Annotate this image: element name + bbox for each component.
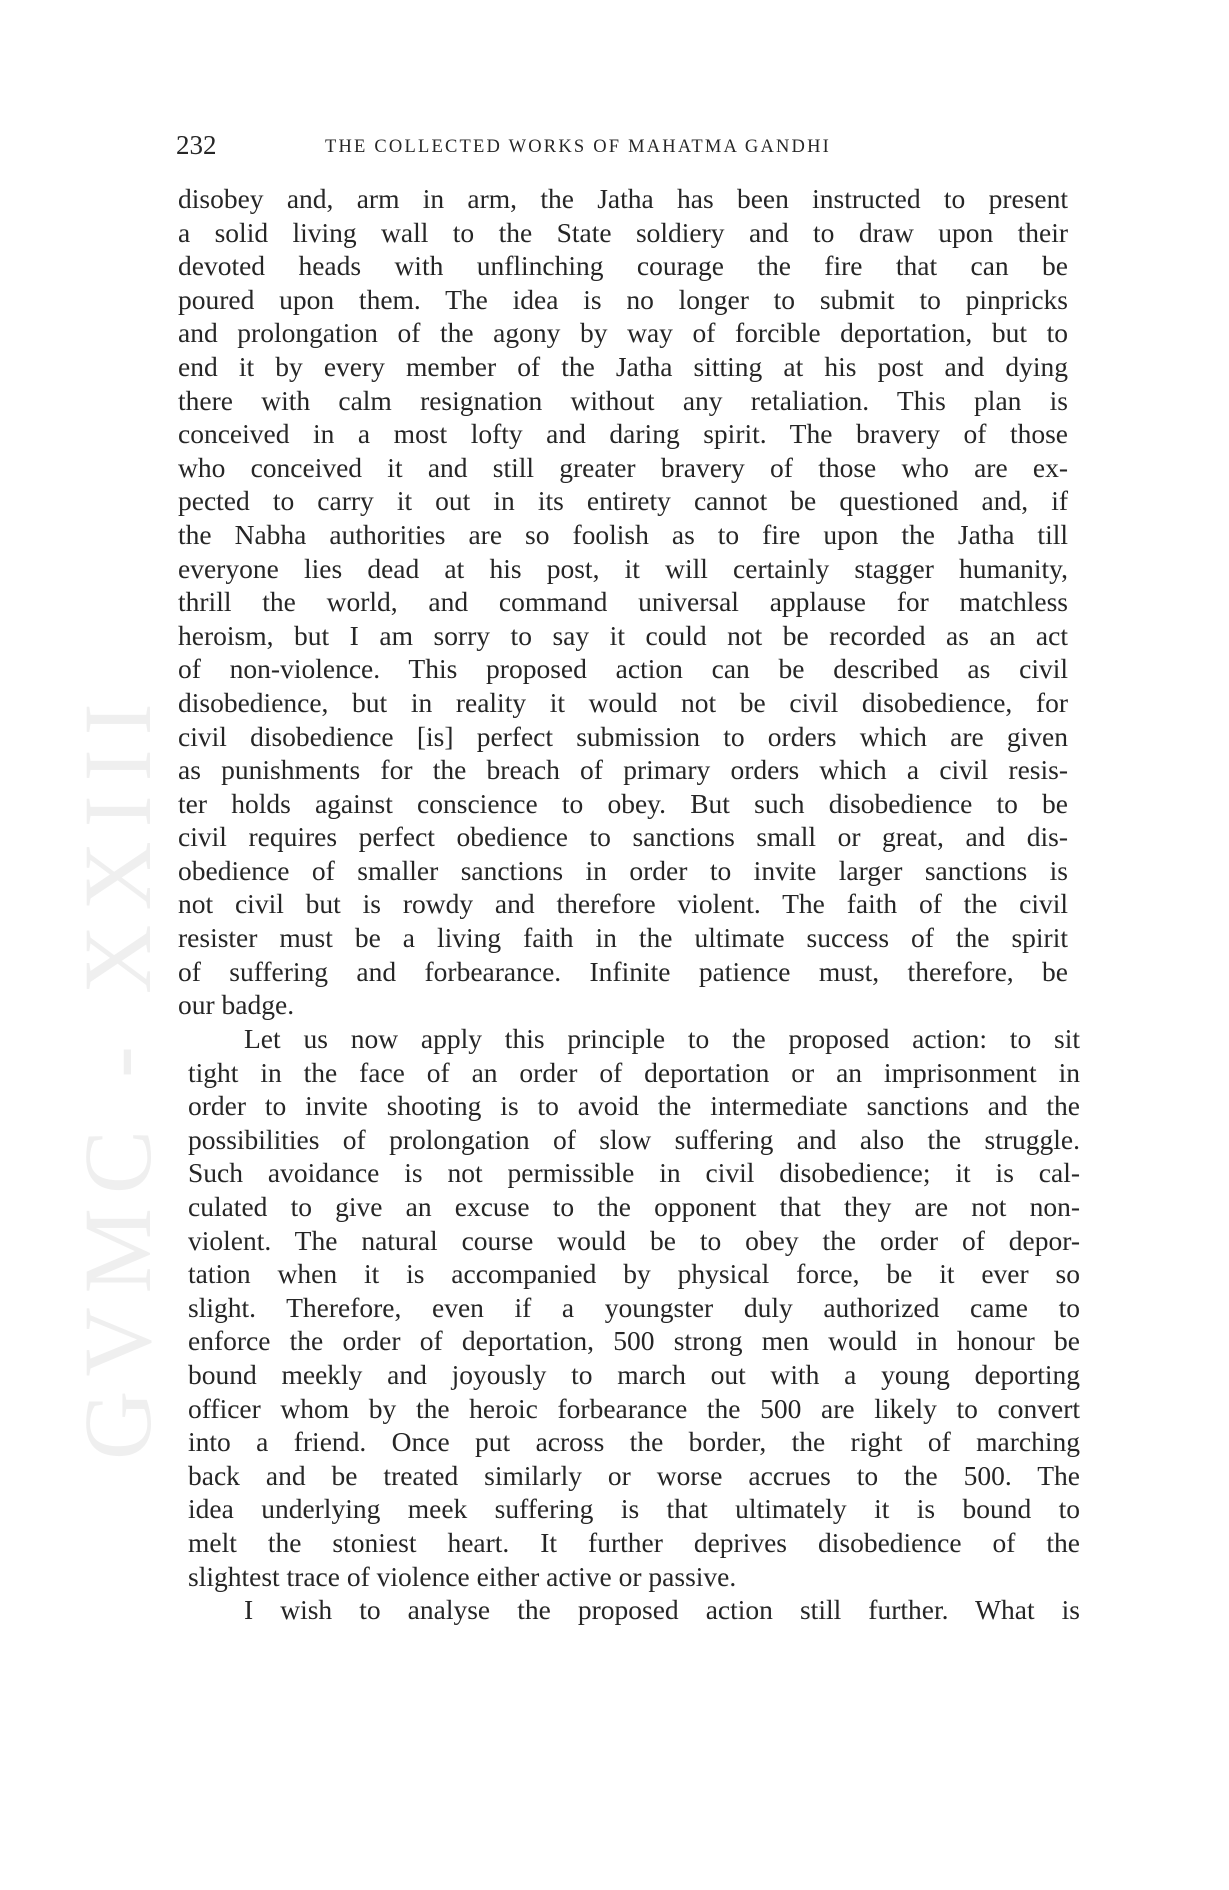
text-line: heroism, but I am sorry to say it could not be recorded as an act: [178, 619, 1068, 651]
page-number: 232: [176, 130, 217, 160]
running-title: THE COLLECTED WORKS OF MAHATMA GANDHI: [325, 137, 832, 157]
text-line: civil requires perfect obedience to sanctions small or great, and dis-: [178, 821, 1068, 853]
text-line: back and be treated similarly or worse accrues to the 500. The: [188, 1459, 1080, 1491]
text-line: pected to carry it out in its entirety cannot be questioned and, if: [178, 485, 1068, 517]
text-line: there with calm resignation without any retaliation. This plan is: [178, 384, 1068, 416]
text-line: tight in the face of an order of deportation or an imprisonment in: [188, 1056, 1080, 1088]
text-line: slight. Therefore, even if a youngster duly authorized came to: [188, 1291, 1080, 1323]
text-line: into a friend. Once put across the border, the right of marching: [188, 1426, 1080, 1458]
text-line: melt the stoniest heart. It further deprives disobedience of the: [188, 1526, 1080, 1558]
text-line: thrill the world, and command universal applause for matchless: [178, 586, 1068, 618]
text-line: slightest trace of violence either active or passive.: [188, 1560, 737, 1592]
paragraph-1: [178, 182, 1068, 1022]
text-line: of non-violence. This proposed action can be described as civil: [178, 653, 1068, 685]
text-line: Such avoidance is not permissible in civil disobedience; it is cal-: [188, 1157, 1080, 1189]
text-line: not civil but is rowdy and therefore violent. The faith of the civil: [178, 888, 1068, 920]
text-line: and prolongation of the agony by way of forcible deportation, but to: [178, 317, 1068, 349]
text-line: I wish to analyse the proposed action still further. What is: [244, 1594, 1080, 1626]
text-line: civil disobedience [is] perfect submission to orders which are given: [178, 720, 1068, 752]
text-line: end it by every member of the Jatha sitting at his post and dying: [178, 350, 1068, 382]
text-line: order to invite shooting is to avoid the intermediate sanctions and the: [188, 1090, 1080, 1122]
text-line: obedience of smaller sanctions in order to invite larger sanctions is: [178, 854, 1068, 886]
text-line: as punishments for the breach of primary orders which a civil resis-: [178, 754, 1068, 786]
text-line: everyone lies dead at his post, it will certainly stagger humanity,: [178, 552, 1068, 584]
paragraph-2: [188, 1022, 1080, 1627]
text-line: tation when it is accompanied by physical force, be it ever so: [188, 1258, 1080, 1290]
text-line: resister must be a living faith in the ultimate success of the spirit: [178, 922, 1068, 954]
text-line: devoted heads with unflinching courage the fire that can be: [178, 250, 1068, 282]
text-line: disobedience, but in reality it would not be civil disobedience, for: [178, 686, 1068, 718]
text-line: conceived in a most lofty and daring spirit. The bravery of those: [178, 418, 1068, 450]
text-line: violent. The natural course would be to obey the order of depor-: [188, 1224, 1080, 1256]
text-line: culated to give an excuse to the opponent that they are not non-: [188, 1190, 1080, 1222]
watermark: GVMC - XXIII: [64, 689, 171, 1460]
text-line: possibilities of prolongation of slow suffering and also the struggle.: [188, 1123, 1080, 1155]
text-line: bound meekly and joyously to march out with a young deporting: [188, 1358, 1080, 1390]
text-line: a solid living wall to the State soldiery and to draw upon their: [178, 216, 1068, 248]
text-line: our badge.: [178, 989, 295, 1021]
text-line: idea underlying meek suffering is that ultimately it is bound to: [188, 1493, 1080, 1525]
text-line: poured upon them. The idea is no longer to submit to pinpricks: [178, 283, 1068, 315]
text-line: enforce the order of deportation, 500 strong men would in honour be: [188, 1325, 1080, 1357]
text-line: of suffering and forbearance. Infinite patience must, therefore, be: [178, 955, 1068, 987]
text-line: the Nabha authorities are so foolish as to fire upon the Jatha till: [178, 518, 1068, 550]
text-line: who conceived it and still greater bravery of those who are ex-: [178, 451, 1068, 483]
text-line: officer whom by the heroic forbearance the 500 are likely to convert: [188, 1392, 1080, 1424]
text-line: ter holds against conscience to obey. But such disobedience to be: [178, 787, 1068, 819]
text-line: Let us now apply this principle to the proposed action: to sit: [244, 1023, 1080, 1054]
text-line: disobey and, arm in arm, the Jatha has been instructed to present: [178, 183, 1068, 214]
